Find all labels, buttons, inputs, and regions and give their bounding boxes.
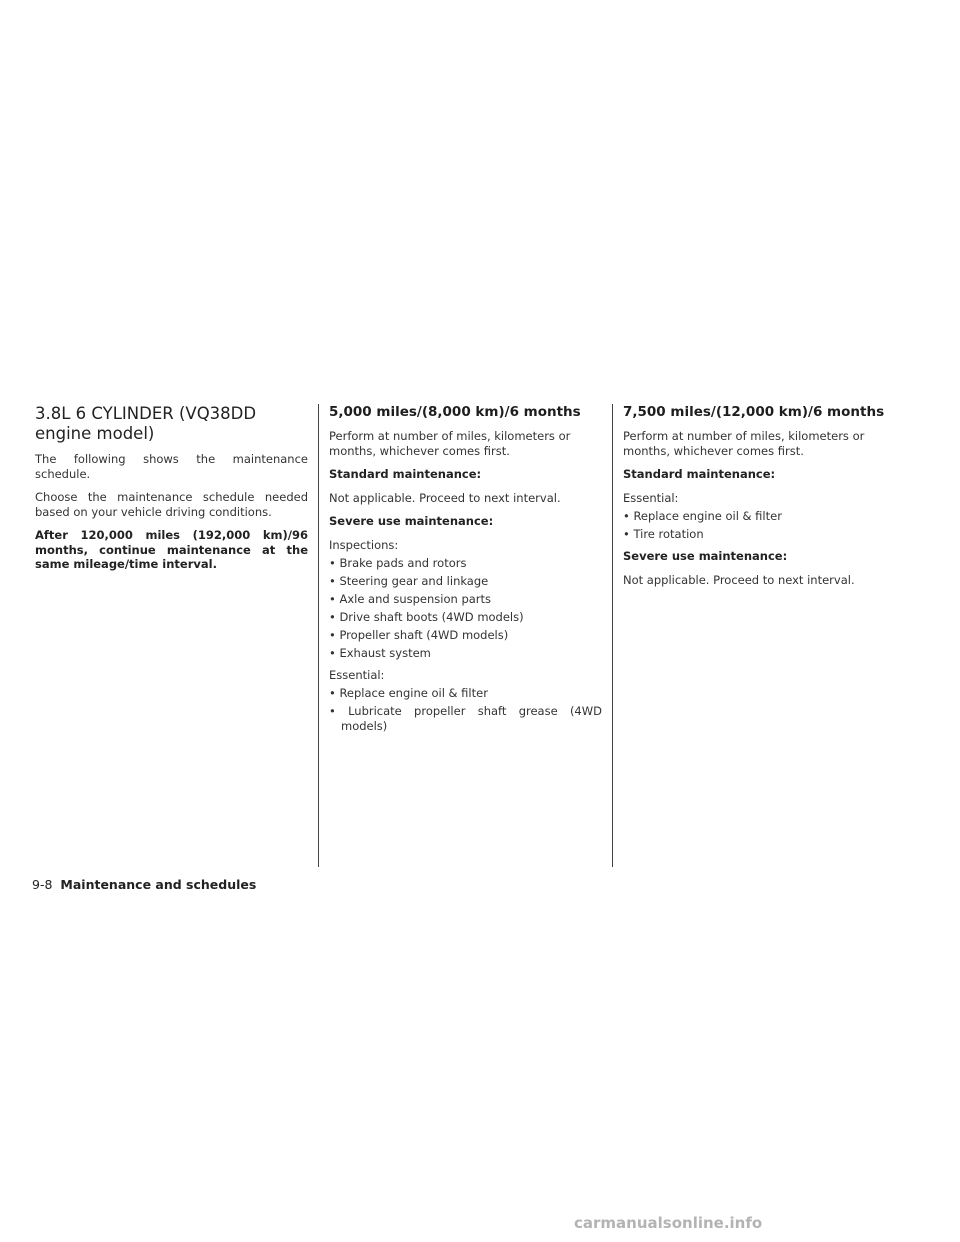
essential-list: [329, 686, 602, 733]
column-divider-1: [318, 404, 319, 867]
continue-maintenance-note: After 120,000 miles (192,000 km)/96 months, continue maintenance at the same mileage/time interval.: [35, 528, 308, 571]
column-divider-2: [612, 404, 613, 867]
interval-intro: Perform at number of miles, kilometers or months, whichever comes first.: [623, 429, 865, 458]
interval-title: 5,000 miles/(8,000 km)/6 months: [329, 404, 581, 420]
list-item: • Axle and suspension parts: [329, 592, 602, 607]
intro-paragraph: The following shows the maintenance schedule.: [35, 452, 308, 481]
column-engine-intro: [35, 404, 308, 581]
list-item: • Replace engine oil & filter: [623, 509, 897, 524]
page-number: 9-8: [32, 877, 53, 892]
severe-maintenance-heading: Severe use maintenance:: [623, 549, 788, 563]
severe-maintenance-heading: Severe use maintenance:: [329, 514, 494, 528]
interval-title: 7,500 miles/(12,000 km)/6 months: [623, 404, 885, 420]
chapter-title: Maintenance and schedules: [60, 877, 257, 892]
watermark-text: carmanualsonline.info: [574, 1214, 763, 1232]
essential-label: Essential:: [623, 490, 679, 505]
section-title: 3.8L 6 CYLINDER (VQ38DD engine model): [35, 404, 257, 443]
standard-maintenance-heading: Standard maintenance:: [329, 467, 482, 481]
list-item: • Exhaust system: [329, 646, 602, 661]
inspections-label: Inspections:: [329, 537, 399, 552]
interval-intro: Perform at number of miles, kilometers or months, whichever comes first.: [329, 429, 571, 458]
list-item: • Drive shaft boots (4WD models): [329, 610, 602, 625]
list-item: • Replace engine oil & filter: [329, 686, 602, 701]
list-item: • Lubricate propeller shaft grease (4WD models): [329, 704, 602, 733]
column-7500-miles: [623, 404, 897, 596]
list-item: • Brake pads and rotors: [329, 556, 602, 571]
standard-maintenance-heading: Standard maintenance:: [623, 467, 776, 481]
essential-list: [623, 509, 897, 542]
standard-maintenance-text: Not applicable. Proceed to next interval.: [329, 490, 561, 505]
column-5000-miles: [329, 404, 602, 741]
list-item: • Tire rotation: [623, 527, 897, 542]
inspections-list: [329, 556, 602, 661]
severe-maintenance-text: Not applicable. Proceed to next interval.: [623, 572, 855, 587]
list-item: • Propeller shaft (4WD models): [329, 628, 602, 643]
essential-label: Essential:: [329, 668, 385, 682]
choose-schedule-paragraph: Choose the maintenance schedule needed based on your vehicle driving conditions.: [35, 490, 308, 519]
page-footer: [32, 877, 256, 893]
list-item: • Steering gear and linkage: [329, 574, 602, 589]
